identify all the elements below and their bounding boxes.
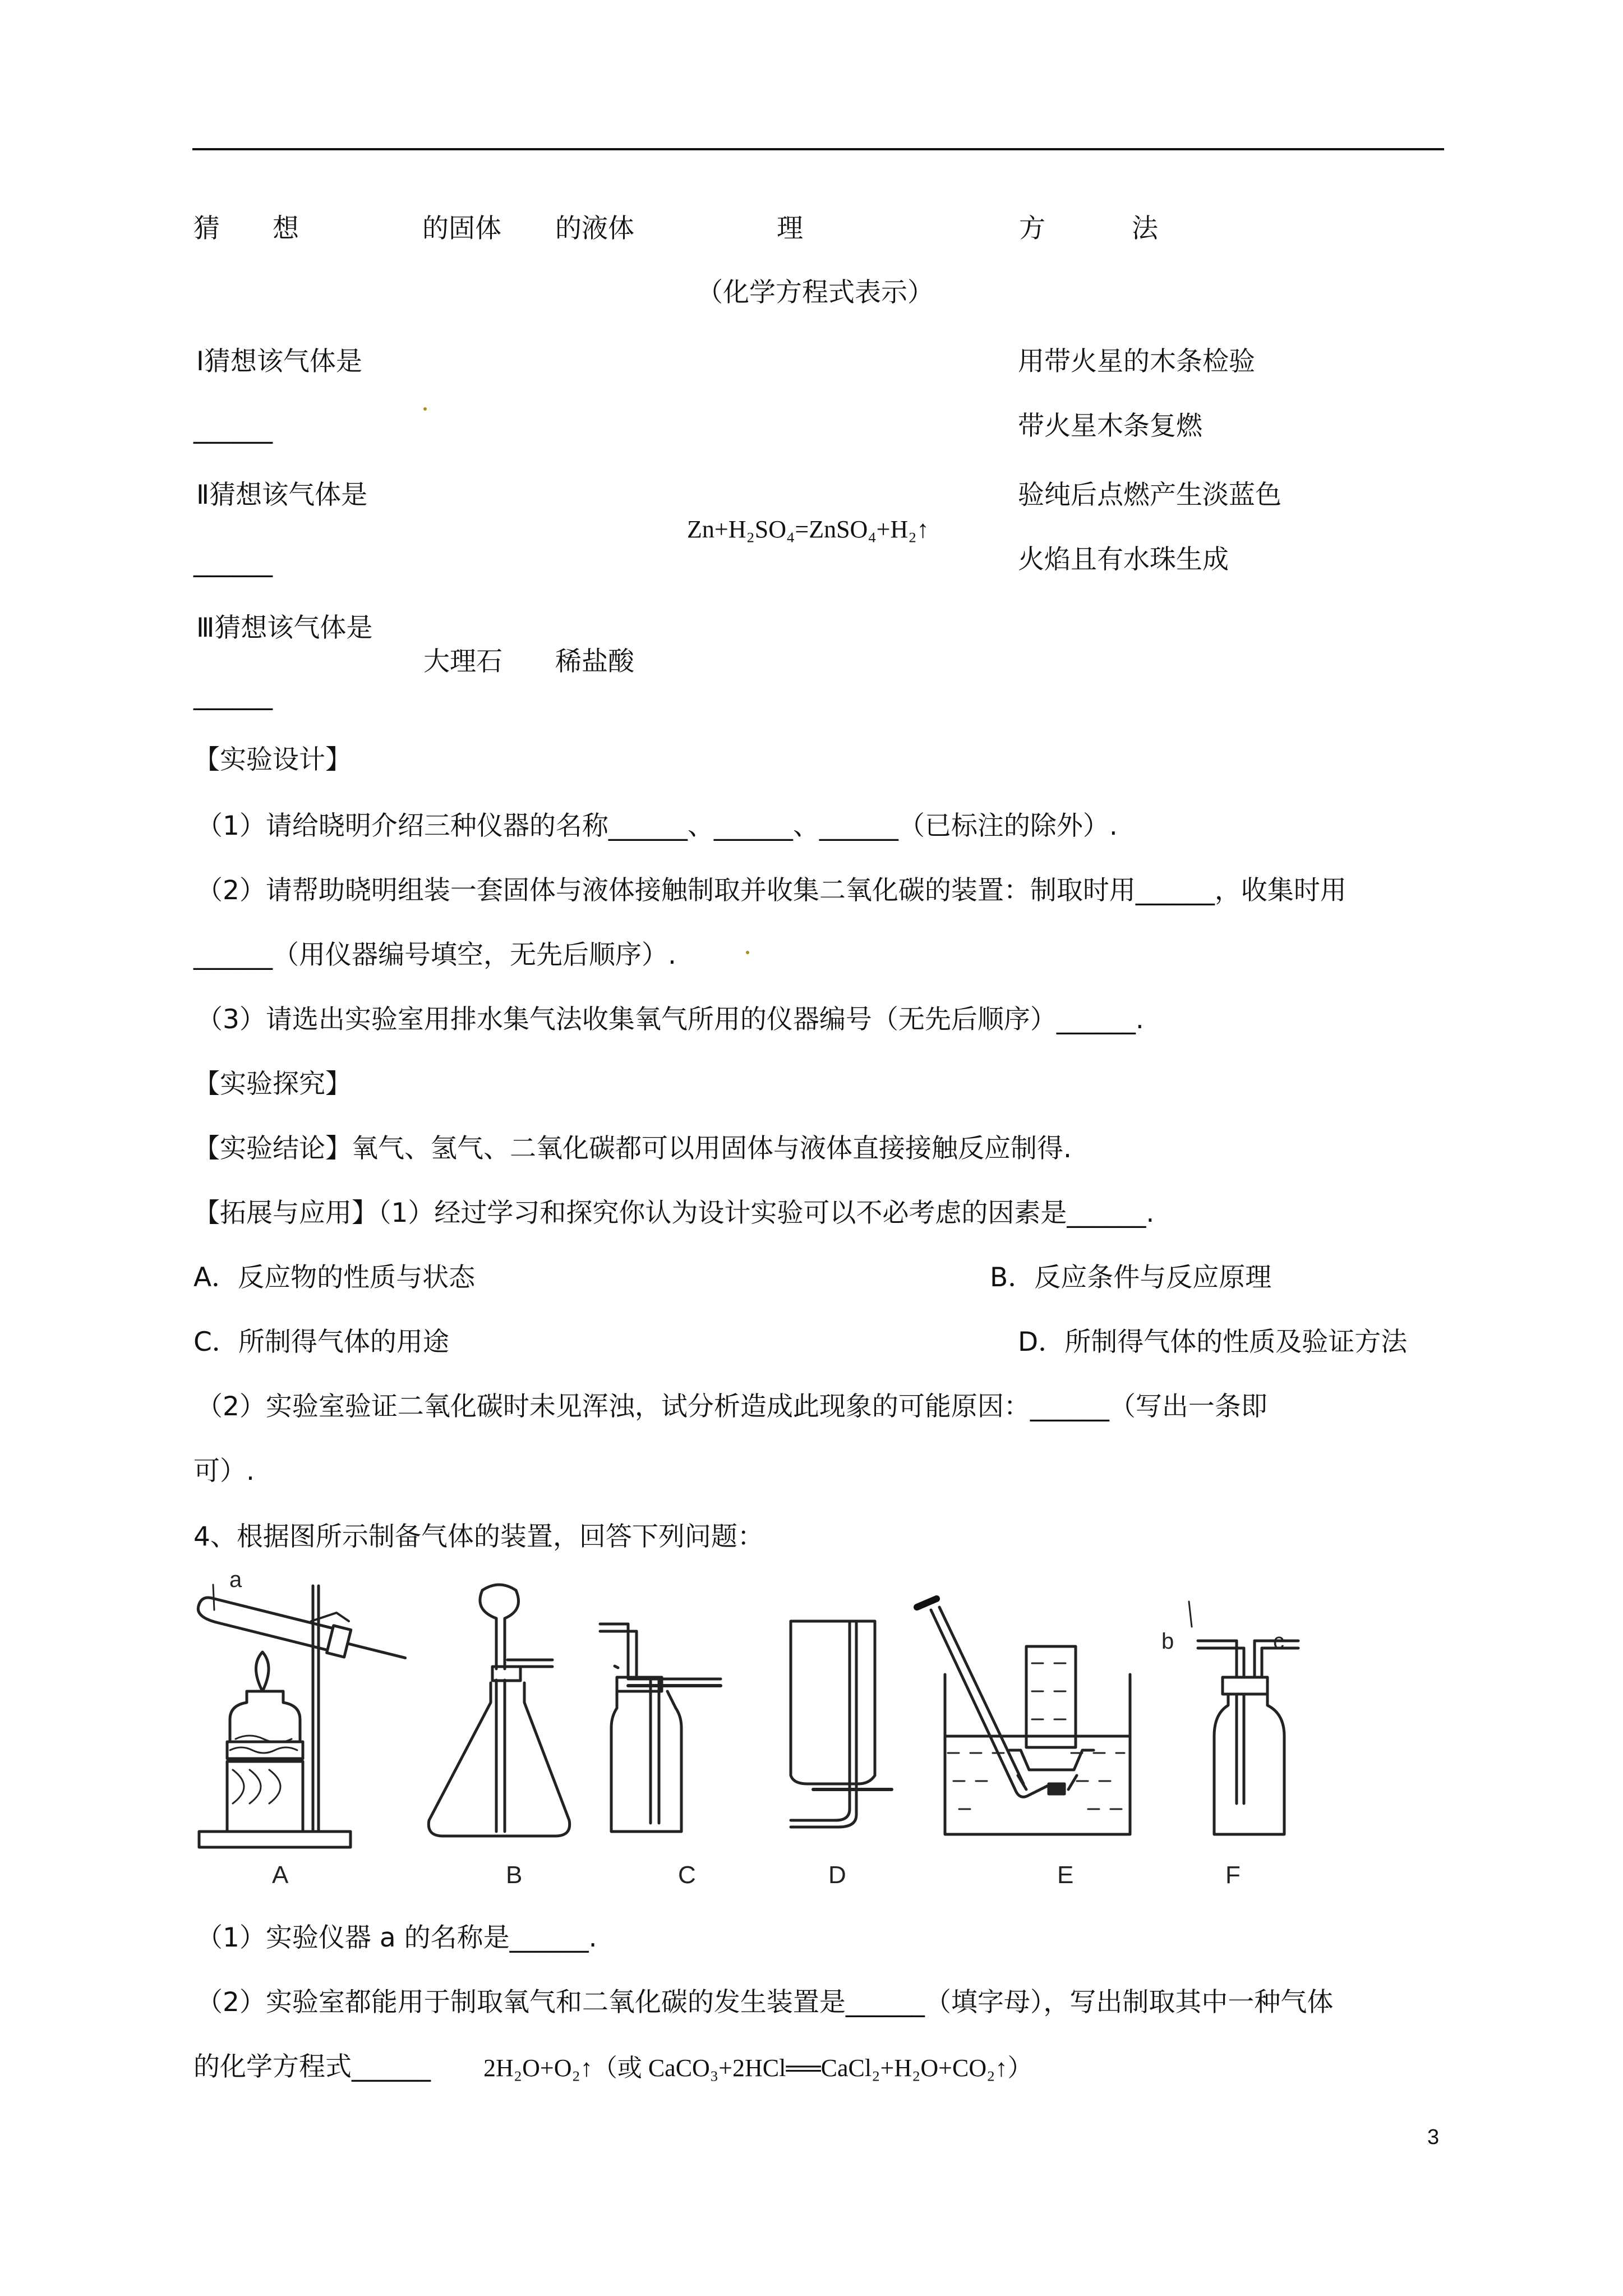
row2-guess: Ⅱ猜想该气体是 — [196, 480, 368, 510]
header-principle: 理 — [777, 213, 803, 244]
conical-flask — [428, 1683, 569, 1836]
speck-mark — [423, 407, 427, 411]
gas-jar — [791, 1621, 875, 1784]
stopper — [1223, 1677, 1267, 1694]
header-liquid: 的液体 — [555, 213, 634, 244]
explore-heading: 【实验探究】 — [193, 1069, 352, 1099]
row2-method-line1: 验纯后点燃产生淡蓝色 — [1018, 480, 1281, 510]
apparatus-label-d: D — [828, 1861, 846, 1889]
delivery-tube — [348, 1644, 405, 1658]
apparatus-figure — [185, 1568, 1312, 1910]
option-c: C．所制得气体的用途 — [193, 1327, 449, 1358]
row3-guess: Ⅲ猜想该气体是 — [196, 613, 373, 643]
option-b: B．反应条件与反应原理 — [990, 1262, 1272, 1293]
row3-blank: ______ — [193, 680, 273, 711]
speck-mark — [746, 951, 749, 954]
apparatus-label-b: B — [506, 1861, 523, 1889]
header-method-1: 方 — [1019, 213, 1045, 244]
header-principle-note: （化学方程式表示） — [697, 277, 934, 308]
design-q2-line2: ______（用仪器编号填空，无先后顺序）. — [193, 940, 676, 970]
apparatus-label-f: F — [1225, 1861, 1241, 1889]
design-heading: 【实验设计】 — [193, 744, 352, 775]
design-q3: （3）请选出实验室用排水集气法收集氧气所用的仪器编号（无先后顺序）______. — [196, 1004, 1144, 1035]
row3-liquid: 稀盐酸 — [555, 646, 634, 677]
apparatus-a — [195, 1585, 409, 1847]
apparatus-label-c: C — [678, 1861, 696, 1889]
q4-q2-line2-prefix: 的化学方程式______ — [193, 2051, 457, 2082]
test-tube — [196, 1595, 348, 1654]
apparatus-e — [917, 1599, 1130, 1834]
label-a-leader — [213, 1585, 214, 1610]
header-solid: 的固体 — [422, 213, 501, 244]
row2-equation: Zn+H₂SO₄=ZnSO₄+H₂↑ — [687, 516, 929, 543]
header-guess: 猜 想 — [193, 213, 299, 244]
design-q1: （1）请给晓明介绍三种仪器的名称______、______、______（已标注的除外）. — [196, 811, 1118, 841]
q4-q2-equation: 2H₂O+O₂↑（或 CaCO₃+2HCl══CaCl₂+H₂O+CO₂↑） — [483, 2054, 1032, 2082]
row3-solid: 大理石 — [423, 646, 502, 677]
explore-conclusion: 【实验结论】氧气、氢气、二氧化碳都可以用固体与液体直接接触反应制得. — [193, 1133, 1072, 1164]
apparatus-c — [600, 1624, 721, 1832]
apparatus-b — [428, 1585, 569, 1836]
row1-method-line1: 用带火星的木条检验 — [1018, 346, 1255, 377]
row1-guess: Ⅰ猜想该气体是 — [196, 346, 362, 377]
flame — [256, 1652, 269, 1691]
apparatus-label-a: A — [272, 1861, 289, 1889]
apparatus-d — [791, 1621, 892, 1827]
design-q2-line1: （2）请帮助晓明组装一套固体与液体接触制取并收集二氧化碳的装置：制取时用______，收集时用 — [196, 875, 1347, 906]
apparatus-label-e: E — [1057, 1861, 1074, 1889]
explore-q2-line1: （2）实验室验证二氧化碳时未见浑浊，试分析造成此现象的可能原因：______（写出一条即 — [196, 1391, 1267, 1422]
row1-method-line2: 带火星木条复燃 — [1018, 411, 1202, 441]
header-rule — [192, 148, 1444, 150]
option-a: A．反应物的性质与状态 — [193, 1262, 476, 1293]
label-a-small: a — [229, 1567, 242, 1592]
label-b-small: b — [1161, 1629, 1174, 1654]
header-method-2: 法 — [1132, 213, 1158, 244]
row2-method-line2: 火焰且有水珠生成 — [1018, 544, 1229, 575]
label-c-small: c — [1273, 1629, 1284, 1654]
explore-q2-line2: 可）. — [193, 1456, 255, 1487]
option-d: D．所制得气体的性质及验证方法 — [1018, 1327, 1408, 1358]
wood-block — [227, 1761, 303, 1832]
page-number: 3 — [1427, 2125, 1440, 2149]
row2-blank: ______ — [193, 547, 273, 578]
explore-extend: 【拓展与应用】（1）经过学习和探究你认为设计实验可以不必考虑的因素是______. — [193, 1198, 1155, 1228]
q4-q1: （1）实验仪器 a 的名称是______. — [196, 1922, 597, 1953]
q4-stem: 4、根据图所示制备气体的装置，回答下列问题： — [193, 1521, 764, 1552]
q4-q2-line1: （2）实验室都能用于制取氧气和二氧化碳的发生装置是______（填字母），写出制取其中一种气体 — [196, 1987, 1334, 2018]
row1-blank: ______ — [193, 413, 273, 444]
collection-jar — [1026, 1646, 1076, 1747]
clamp — [311, 1613, 349, 1621]
